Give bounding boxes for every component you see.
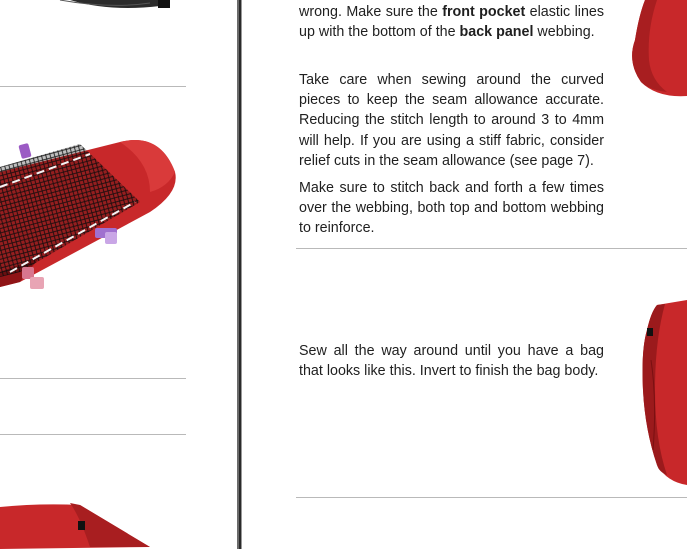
book-spine — [237, 0, 245, 549]
divider-left-2 — [0, 378, 186, 379]
text-run: webbing. — [533, 24, 595, 41]
divider-right-1 — [296, 248, 687, 249]
step-text-paragraph-1 — [299, 2, 604, 42]
illustration-bag-panel-mesh — [0, 132, 237, 302]
illustration-curved-piece — [627, 0, 687, 100]
step-text-paragraph-4: Sew all the way around until you have a bag that looks like this. Invert to finish the bag body. — [299, 343, 604, 380]
illustration-top-mesh — [0, 0, 237, 20]
term-front-pocket: front pocket — [442, 4, 526, 20]
divider-left-1 — [0, 86, 186, 87]
divider-right-2 — [296, 497, 687, 498]
illustration-finished-bag — [637, 300, 687, 485]
text-run: wrong. Make sure the — [299, 4, 443, 20]
term-back-panel: back panel — [459, 24, 534, 41]
step-text-paragraph-2: Take care when sewing around the curved pieces to keep the seam allowance accurate. Reducing the stitch length to around 3 to 4mm will help. If you are using a stiff fabric, consider relief cuts in the seam allowance (see page 7). — [299, 72, 604, 169]
text-run: elastic lines up with the bottom of the — [299, 4, 604, 41]
illustration-bottom-red — [0, 497, 237, 549]
left-page — [0, 0, 237, 549]
divider-left-3 — [0, 434, 186, 435]
step-text-paragraph-3: Make sure to stitch back and forth a few times over the webbing, both top and bottom webbing to reinforce. — [299, 180, 604, 237]
